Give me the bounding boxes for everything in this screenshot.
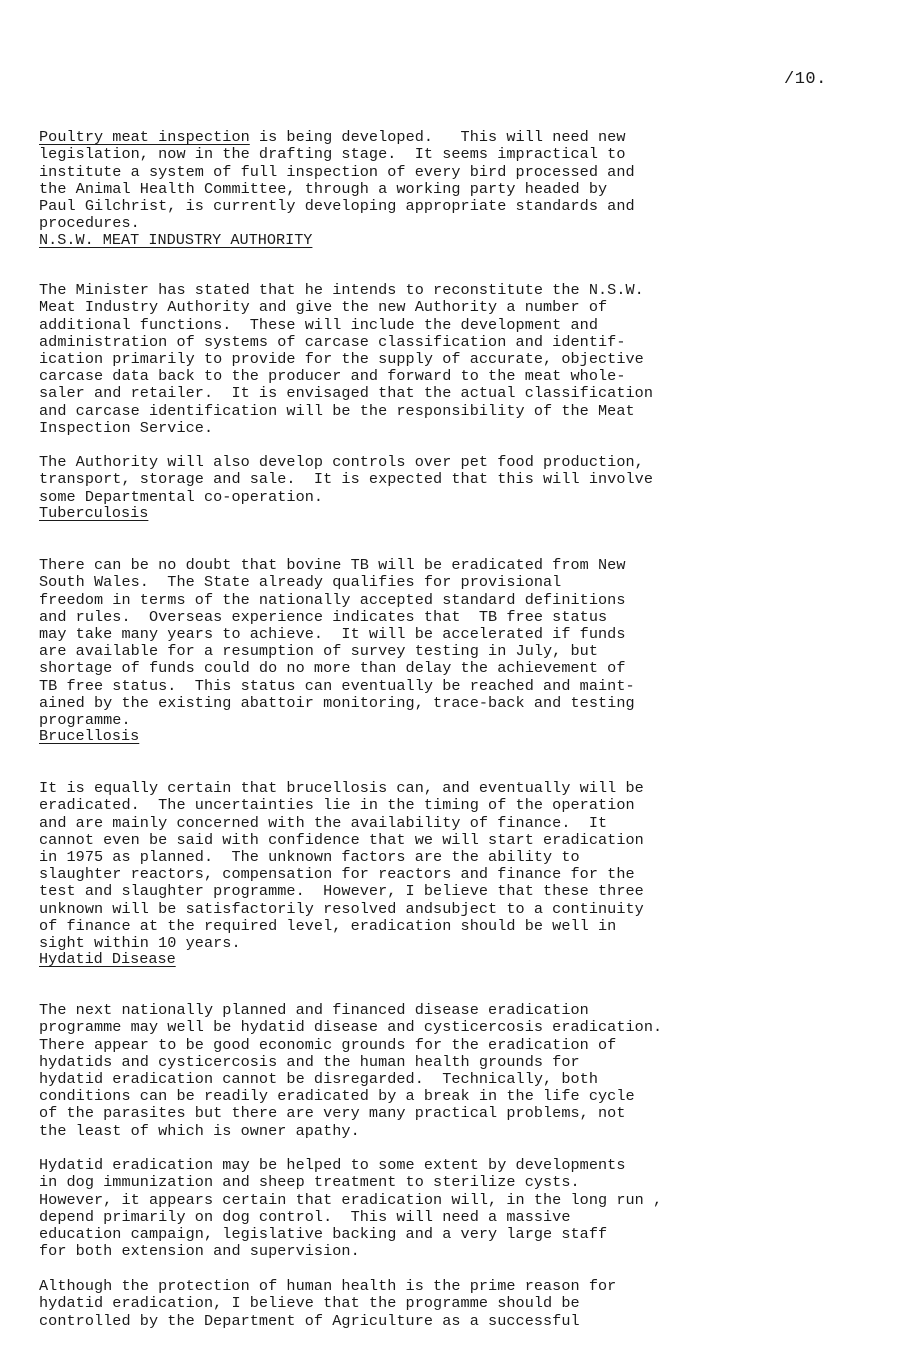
- text-line: eradicated. The uncertainties lie in the timing of the operation: [39, 796, 635, 815]
- text-line: institute a system of full inspection of every bird processed and: [39, 162, 635, 181]
- text-line: is being developed. This will need new: [249, 128, 626, 147]
- text-line: shortage of funds could do no more than delay the achievement of: [39, 659, 626, 678]
- text-line: cannot even be said with confidence that we will start eradication: [39, 830, 644, 849]
- text-line: However, it appears certain that eradication will, in the long run ,: [39, 1190, 663, 1209]
- text-line: controlled by the Department of Agriculture as a successful: [39, 1311, 580, 1330]
- section-heading-nsw-meat-industry-authority: N.S.W. MEAT INDUSTRY AUTHORITY: [39, 231, 313, 249]
- text-line: for both extension and supervision.: [39, 1242, 360, 1261]
- text-line: South Wales. The State already qualifies for provisional: [39, 573, 562, 592]
- text-line: the least of which is owner apathy.: [39, 1121, 360, 1140]
- text-line: The next nationally planned and financed disease eradication: [39, 1001, 589, 1020]
- text-line: the Animal Health Committee, through a working party headed by: [39, 179, 608, 198]
- text-line: some Departmental co-operation.: [39, 487, 324, 506]
- text-line: Paul Gilchrist, is currently developing appropriate standards and: [39, 197, 635, 216]
- text-line: of finance at the required level, eradication should be well in: [39, 916, 617, 935]
- section-heading-brucellosis: Brucellosis: [39, 727, 140, 745]
- text-line: freedom in terms of the nationally accepted standard definitions: [39, 590, 626, 609]
- text-line: transport, storage and sale. It is expected that this will involve: [39, 470, 653, 489]
- poultry-lead-term: Poultry meat inspection: [39, 128, 250, 147]
- text-line: ication primarily to provide for the supply of accurate, objective: [39, 350, 644, 369]
- poultry-paragraph: [39, 112, 635, 250]
- hydatid-paragraph-2: [39, 1140, 662, 1278]
- text-line: and rules. Overseas experience indicates that TB free status: [39, 607, 608, 626]
- text-line: are available for a resumption of survey testing in July, but: [39, 642, 599, 661]
- hydatid-paragraph-3: [39, 1261, 616, 1347]
- text-line: education campaign, legislative backing and a very large staff: [39, 1225, 608, 1244]
- text-line: ained by the existing abattoir monitoring, trace-back and testing: [39, 693, 635, 712]
- text-line: hydatids and cysticercosis and the human health grounds for: [39, 1052, 580, 1071]
- text-line: conditions can be readily eradicated by a break in the life cycle: [39, 1087, 635, 1106]
- text-line: saler and retailer. It is envisaged that the actual classification: [39, 384, 653, 403]
- text-line: of the parasites but there are very many practical problems, not: [39, 1104, 626, 1123]
- text-line: There can be no doubt that bovine TB will be eradicated from New: [39, 556, 626, 575]
- tuberculosis-paragraph: [39, 540, 635, 746]
- hydatid-paragraph-1: [39, 985, 662, 1157]
- text-line: Meat Industry Authority and give the new Authority a number of: [39, 298, 608, 317]
- nsw-paragraph-1: [39, 265, 653, 454]
- page-number: /10.: [784, 70, 827, 89]
- text-line: programme may well be hydatid disease and cysticercosis eradication.: [39, 1018, 663, 1037]
- section-heading-tuberculosis: Tuberculosis: [39, 504, 149, 522]
- text-line: Hydatid eradication may be helped to some extent by developments: [39, 1156, 626, 1175]
- text-line: There appear to be good economic grounds for the eradication of: [39, 1035, 617, 1054]
- text-line: Although the protection of human health is the prime reason for: [39, 1277, 617, 1296]
- text-line: programme.: [39, 711, 131, 730]
- text-line: TB free status. This status can eventually be reached and maint-: [39, 676, 635, 695]
- text-line: procedures.: [39, 214, 140, 233]
- text-line: The Authority will also develop controls over pet food production,: [39, 453, 644, 472]
- text-line: It is equally certain that brucellosis can, and eventually will be: [39, 779, 644, 798]
- text-line: in dog immunization and sheep treatment to sterilize cysts.: [39, 1173, 580, 1192]
- text-line: additional functions. These will include the development and: [39, 315, 599, 334]
- text-line: hydatid eradication cannot be disregarded. Technically, both: [39, 1070, 599, 1089]
- text-line: carcase data back to the producer and forward to the meat whole-: [39, 367, 626, 386]
- text-line: and carcase identification will be the responsibility of the Meat: [39, 401, 635, 420]
- text-line: and are mainly concerned with the availability of finance. It: [39, 813, 608, 832]
- brucellosis-paragraph: [39, 763, 644, 969]
- text-line: administration of systems of carcase classification and identif-: [39, 332, 626, 351]
- text-line: unknown will be satisfactorily resolved andsubject to a continuity: [39, 899, 644, 918]
- section-heading-hydatid-disease: Hydatid Disease: [39, 950, 176, 968]
- text-line: The Minister has stated that he intends to reconstitute the N.S.W.: [39, 281, 644, 300]
- text-line: Inspection Service.: [39, 418, 214, 437]
- text-line: sight within 10 years.: [39, 934, 241, 953]
- text-line: test and slaughter programme. However, I believe that these three: [39, 882, 644, 901]
- text-line: legislation, now in the drafting stage. It seems impractical to: [39, 145, 626, 164]
- text-line: slaughter reactors, compensation for reactors and finance for the: [39, 865, 635, 884]
- text-line: may take many years to achieve. It will be accelerated if funds: [39, 625, 626, 644]
- text-line: depend primarily on dog control. This will need a massive: [39, 1207, 571, 1226]
- text-line: in 1975 as planned. The unknown factors are the ability to: [39, 848, 580, 867]
- text-line: hydatid eradication, I believe that the programme should be: [39, 1294, 580, 1313]
